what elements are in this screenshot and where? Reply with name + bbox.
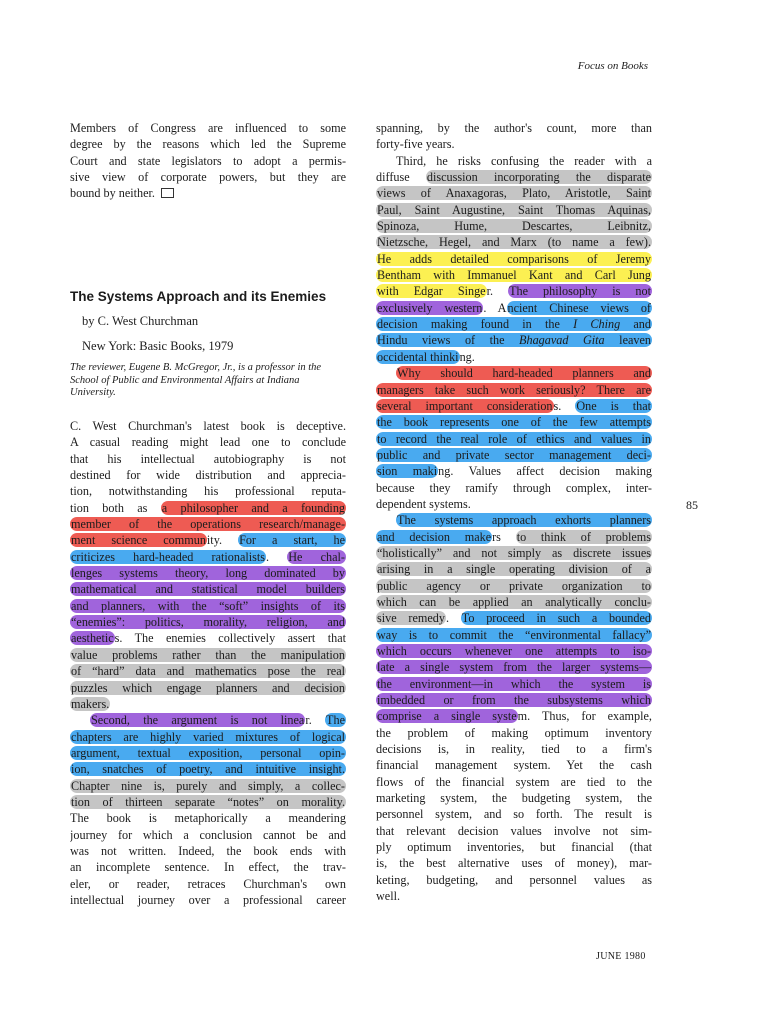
text-line (376, 251, 652, 267)
text-run: personnel system, and so forth. The result is (376, 807, 652, 822)
text-line (376, 316, 652, 332)
highlighted-text: the book represents one of the few attempts (377, 415, 651, 430)
page-number: 85 (686, 498, 698, 512)
highlighted-text: Why should hard-headed planners and (397, 366, 651, 381)
highlighted-text: tion of thirteen separate “notes” on morality. (71, 794, 345, 809)
text-line (376, 496, 652, 512)
highlighted-text: criticizes hard-headed rationalists (71, 549, 266, 564)
highlighted-text: comprise a single syste (377, 709, 517, 724)
highlighted-text: aesthetic (71, 631, 114, 646)
text-run: ity. (206, 533, 239, 548)
text-run: sive view of corporate powers, but they are (70, 170, 346, 185)
highlighted-text: mathematical and statistical model builders (71, 582, 345, 597)
text-run: bound by neither. (70, 186, 155, 201)
text-run: because they ramify through complex, inter- (376, 480, 652, 495)
text-line (70, 761, 346, 777)
review-publisher: New York: Basic Books, 1979 (82, 339, 234, 353)
text-line (70, 810, 346, 826)
highlighted-text: to record the real role of ethics and values in (377, 431, 651, 446)
highlighted-text: Bentham with Immanuel Kant and Carl Jung (377, 268, 651, 283)
text-line (376, 218, 652, 234)
text-run: well. (376, 889, 401, 904)
text-line (376, 529, 652, 545)
text-line (70, 647, 346, 663)
text-run: ng. (459, 349, 475, 364)
text-run: r. (486, 284, 509, 299)
text-line (376, 332, 652, 348)
text-run: s. (553, 398, 576, 413)
highlighted-text: arising in a single operating division of a (377, 562, 651, 577)
text-line (376, 480, 652, 496)
text-line (376, 872, 652, 888)
highlighted-text: to think of problems (516, 529, 651, 544)
highlighted-text: and planners, with the “soft” insights of its (71, 598, 345, 613)
text-line (376, 512, 652, 528)
highlighted-text: “holistically” and not simply as discrete issues (377, 545, 651, 560)
running-title: Focus on Books (577, 60, 648, 72)
highlighted-text: To proceed in such a bounded (461, 611, 651, 626)
text-line (70, 467, 346, 483)
highlighted-text: ncient Chinese views of (507, 300, 651, 315)
text-line (376, 136, 652, 152)
text-line (376, 578, 652, 594)
highlighted-text: managers take such work seriously? There are (377, 382, 651, 397)
text-line (376, 774, 652, 790)
text-line (70, 712, 346, 728)
highlighted-text: ment science commun (71, 533, 206, 548)
text-line (70, 549, 346, 565)
text-line (70, 136, 346, 152)
text-run: tion, notwithstanding his professional reputa- (70, 484, 346, 499)
text-line (376, 431, 652, 447)
text-line (376, 643, 652, 659)
highlighted-text: Spinoza, Hume, Descartes, Leibnitz, (377, 219, 651, 234)
text-line (70, 451, 346, 467)
text-line (376, 447, 652, 463)
text-run: keting, budgeting, and personnel values as (376, 872, 652, 887)
text-line (376, 659, 652, 675)
text-run: flows of the financial system are tied to the (376, 774, 652, 789)
text-line (70, 843, 346, 859)
text-line (376, 267, 652, 283)
text-run: eler, or reader, retraces Churchman's own (70, 876, 346, 891)
text-run: dependent systems. (376, 496, 471, 511)
review-left-column (70, 418, 346, 908)
text-line (376, 153, 652, 169)
highlighted-text: Nietzsche, Hegel, and Marx (to name a few). (377, 235, 651, 250)
highlighted-text: argument, textual exposition, personal opin- (71, 745, 345, 760)
text-line (376, 855, 652, 871)
text-run: rs (492, 529, 516, 544)
text-line (376, 283, 652, 299)
text-line (376, 692, 652, 708)
highlighted-text: chapters are highly varied mixtures of logical (71, 729, 345, 744)
text-line (70, 185, 346, 201)
highlighted-text: Chapter nine is, purely and simply, a collec- (71, 778, 345, 793)
highlighted-text: member of the operations research/manage- (71, 517, 345, 532)
issue-date: JUNE 1980 (596, 951, 646, 962)
highlighted-text: of “hard” data and mathematics pose the real (71, 664, 345, 679)
highlighted-text: discussion incorporating the disparate (426, 170, 651, 185)
text-run: journey for which a conclusion cannot be and (70, 827, 346, 842)
text-run: r. (305, 713, 326, 728)
text-line (376, 545, 652, 561)
intro-paragraph (70, 120, 346, 202)
highlighted-text: For a start, he (239, 533, 345, 548)
text-line (376, 610, 652, 626)
text-line (70, 598, 346, 614)
reviewer-note: The reviewer, Eugene B. McGregor, Jr., is a professor in the School of Public and Environmental Affairs at Indiana University. (70, 362, 322, 399)
highlighted-text: ion, snatches of poetry, and intuitive insight. (71, 762, 345, 777)
text-run: ng. Values affect decision making (438, 464, 652, 479)
highlighted-text: imbedded or from the subsystems which (377, 693, 651, 708)
text-run: was not written. Indeed, the book ends with (70, 843, 346, 858)
highlighted-text: value problems rather than the manipulation (71, 647, 345, 662)
text-line (70, 680, 346, 696)
text-line (70, 483, 346, 499)
highlighted-text: public agency or private organization to (377, 578, 651, 593)
text-run: Court and state legislators to adopt a permis- (70, 153, 346, 168)
highlighted-text: Second, the argument is not linea (91, 713, 305, 728)
text-line (70, 532, 346, 548)
text-line (70, 120, 346, 136)
highlighted-text: “enemies”: politics, morality, religion, and (71, 615, 345, 630)
text-line (376, 414, 652, 430)
text-line (376, 741, 652, 757)
text-line (376, 806, 652, 822)
text-line (70, 434, 346, 450)
text-line (376, 300, 652, 316)
highlighted-text: Paul, Saint Augustine, Saint Thomas Aquinas, (377, 202, 651, 217)
highlighted-text: puzzles which engage planners and decision (71, 680, 345, 695)
text-run: ply optimum inventories, but financial (that (376, 840, 652, 855)
text-run: that his intellectual autobiography is not (70, 451, 346, 466)
text-run: s. The enemies collectively assert that (114, 631, 346, 646)
highlighted-text: and decision make (377, 529, 492, 544)
text-line (70, 892, 346, 908)
text-line (376, 676, 652, 692)
text-line (70, 745, 346, 761)
text-line (70, 778, 346, 794)
highlighted-text: way is to commit the “environmental fallacy” (377, 627, 651, 642)
text-run: spanning, by the author's count, more than (376, 121, 652, 135)
text-line (376, 185, 652, 201)
text-line (70, 876, 346, 892)
text-run: . A (483, 300, 507, 315)
text-line (376, 169, 652, 185)
highlighted-text: lenges systems theory, long dominated by (71, 566, 345, 581)
text-run: . (445, 611, 461, 626)
highlighted-text: public and private sector management deci- (377, 447, 651, 462)
text-line (376, 463, 652, 479)
text-run: an incomplete sentence. In effect, the trav- (70, 860, 346, 875)
text-run: A casual reading might lead one to conclude (70, 435, 346, 450)
highlighted-text: a philosopher and a founding (161, 500, 346, 515)
text-run: Third, he risks confusing the reader with a (396, 153, 652, 168)
text-line (376, 398, 652, 414)
text-line (70, 614, 346, 630)
text-line (376, 725, 652, 741)
text-line (70, 500, 346, 516)
text-run: diffuse (376, 170, 426, 185)
text-line (70, 729, 346, 745)
text-line (376, 234, 652, 250)
highlighted-text: decision making found in the I Ching and (377, 317, 651, 332)
text-run: The book is metaphorically a meandering (70, 811, 346, 826)
text-line (376, 594, 652, 610)
text-line (376, 888, 652, 904)
highlighted-text: which occurs whenever one attempts to iso- (377, 644, 651, 658)
text-line (70, 696, 346, 712)
text-run: degree by the reasons which led the Supreme (70, 137, 346, 152)
end-of-article-icon (161, 188, 174, 198)
text-line (376, 120, 652, 136)
highlighted-text: The philosophy is not (509, 284, 652, 299)
text-line (376, 202, 652, 218)
text-run: intellectual journey over a professional career (70, 892, 346, 907)
highlighted-text: The systems approach exhorts planners (397, 513, 651, 528)
highlighted-text: with Edgar Singe (377, 284, 486, 299)
text-line (70, 581, 346, 597)
text-run: C. West Churchman's latest book is deceptive. (70, 419, 346, 433)
highlighted-text: exclusively western (377, 300, 483, 315)
highlighted-text: The (326, 713, 345, 728)
highlighted-text: One is that (576, 398, 651, 413)
text-line (70, 794, 346, 810)
text-line (376, 708, 652, 724)
highlighted-text: occidental thinki (377, 349, 459, 364)
review-author: by C. West Churchman (82, 314, 199, 328)
text-run: forty-five years. (376, 137, 455, 152)
highlighted-text: views of Anaxagoras, Plato, Aristotle, Saint (377, 186, 651, 201)
highlighted-text: He adds detailed comparisons of Jeremy (377, 251, 651, 266)
highlighted-text: makers. (71, 696, 110, 711)
text-run: the problem of making optimum inventory (376, 725, 652, 740)
text-run: marketing system, the budgeting system, the (376, 791, 652, 806)
review-title: The Systems Approach and its Enemies (70, 289, 327, 304)
text-run: decisions is, in reality, tied to a firm's (376, 742, 652, 757)
text-line (376, 382, 652, 398)
highlighted-text: several important consideration (377, 398, 553, 413)
text-line (376, 757, 652, 773)
text-line (376, 823, 652, 839)
text-line (376, 561, 652, 577)
highlighted-text: sive remedy (377, 611, 445, 626)
text-run: financial management system. Yet the cash (376, 758, 652, 773)
text-run: that relevant decision values involve not sim- (376, 823, 652, 838)
text-run: Members of Congress are influenced to some (70, 121, 346, 135)
text-run: m. Thus, for example, (517, 709, 652, 724)
highlighted-text: which can be applied an analytically conclu- (377, 594, 651, 609)
highlighted-text: the environment—in which the system is (377, 676, 651, 691)
text-line (376, 627, 652, 643)
highlighted-text: Hindu views of the Bhagavad Gita leaven (377, 333, 651, 348)
highlighted-text: He chal- (288, 549, 345, 564)
text-line (70, 827, 346, 843)
text-line (70, 153, 346, 169)
highlighted-text: sion maki (377, 464, 438, 479)
text-line (70, 169, 346, 185)
text-run: is, the best alternative uses of money), mar- (376, 856, 652, 871)
text-run: destined for wide distribution and apprecia- (70, 468, 346, 483)
text-line (70, 663, 346, 679)
text-line (70, 859, 346, 875)
review-right-column (376, 120, 652, 905)
text-line (376, 365, 652, 381)
text-line (70, 565, 346, 581)
highlighted-text: late a single system from the larger systems— (377, 660, 651, 675)
text-line (70, 630, 346, 646)
text-line (376, 839, 652, 855)
text-run: . (266, 549, 288, 564)
text-run: tion both as (70, 500, 161, 515)
text-line (70, 418, 346, 434)
text-line (70, 516, 346, 532)
text-line (376, 790, 652, 806)
text-line (376, 349, 652, 365)
